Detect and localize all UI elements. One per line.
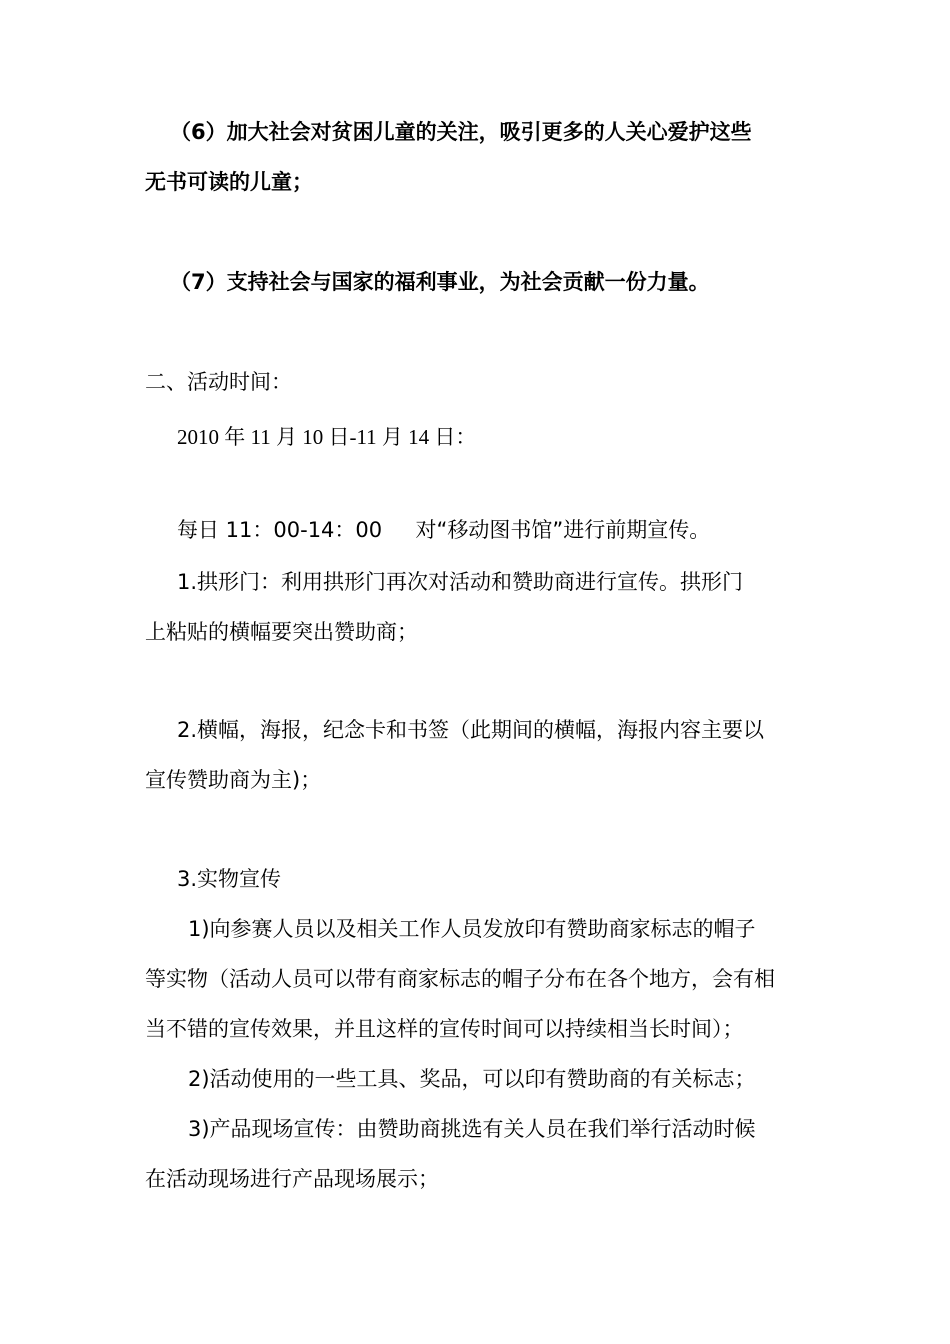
section-heading-activity-time: 二、活动时间：	[145, 370, 292, 394]
sub-item-1-line-1: 1)向参赛人员以及相关工作人员发放印有赞助商家标志的帽子	[188, 917, 756, 941]
item-1-line-2: 上粘贴的横幅要突出赞助商；	[145, 620, 418, 644]
sub-item-1-line-2: 等实物（活动人员可以带有商家标志的帽子分布在各个地方，会有相	[145, 967, 775, 991]
sub-item-1-line-3: 当不错的宣传效果，并且这样的宣传时间可以持续相当长时间）；	[145, 1017, 744, 1041]
sub-item-3-line-2: 在活动现场进行产品现场展示；	[145, 1167, 439, 1191]
activity-date-range: 2010 年 11 月 10 日-11 月 14 日：	[177, 425, 477, 449]
daily-promotion-time: 每日 11：00-14：00 对“移动图书馆”进行前期宣传。	[177, 518, 711, 542]
item-1-line-1: 1.拱形门：利用拱形门再次对活动和赞助商进行宣传。拱形门	[177, 570, 744, 594]
goal-item-6-line-2: 无书可读的儿童；	[145, 170, 313, 194]
item-2-line-1: 2.横幅，海报，纪念卡和书签（此期间的横幅，海报内容主要以	[177, 718, 765, 742]
goal-item-7: （7）支持社会与国家的福利事业，为社会贡献一份力量。	[170, 270, 710, 294]
goal-item-6-line-1: （6）加大社会对贫困儿童的关注，吸引更多的人关心爱护这些	[170, 120, 752, 144]
sub-item-3-line-1: 3)产品现场宣传：由赞助商挑选有关人员在我们举行活动时候	[188, 1117, 756, 1141]
sub-item-2: 2)活动使用的一些工具、奖品，可以印有赞助商的有关标志；	[188, 1067, 756, 1091]
item-3-heading: 3.实物宣传	[177, 867, 282, 891]
item-2-line-2: 宣传赞助商为主)；	[145, 768, 322, 792]
